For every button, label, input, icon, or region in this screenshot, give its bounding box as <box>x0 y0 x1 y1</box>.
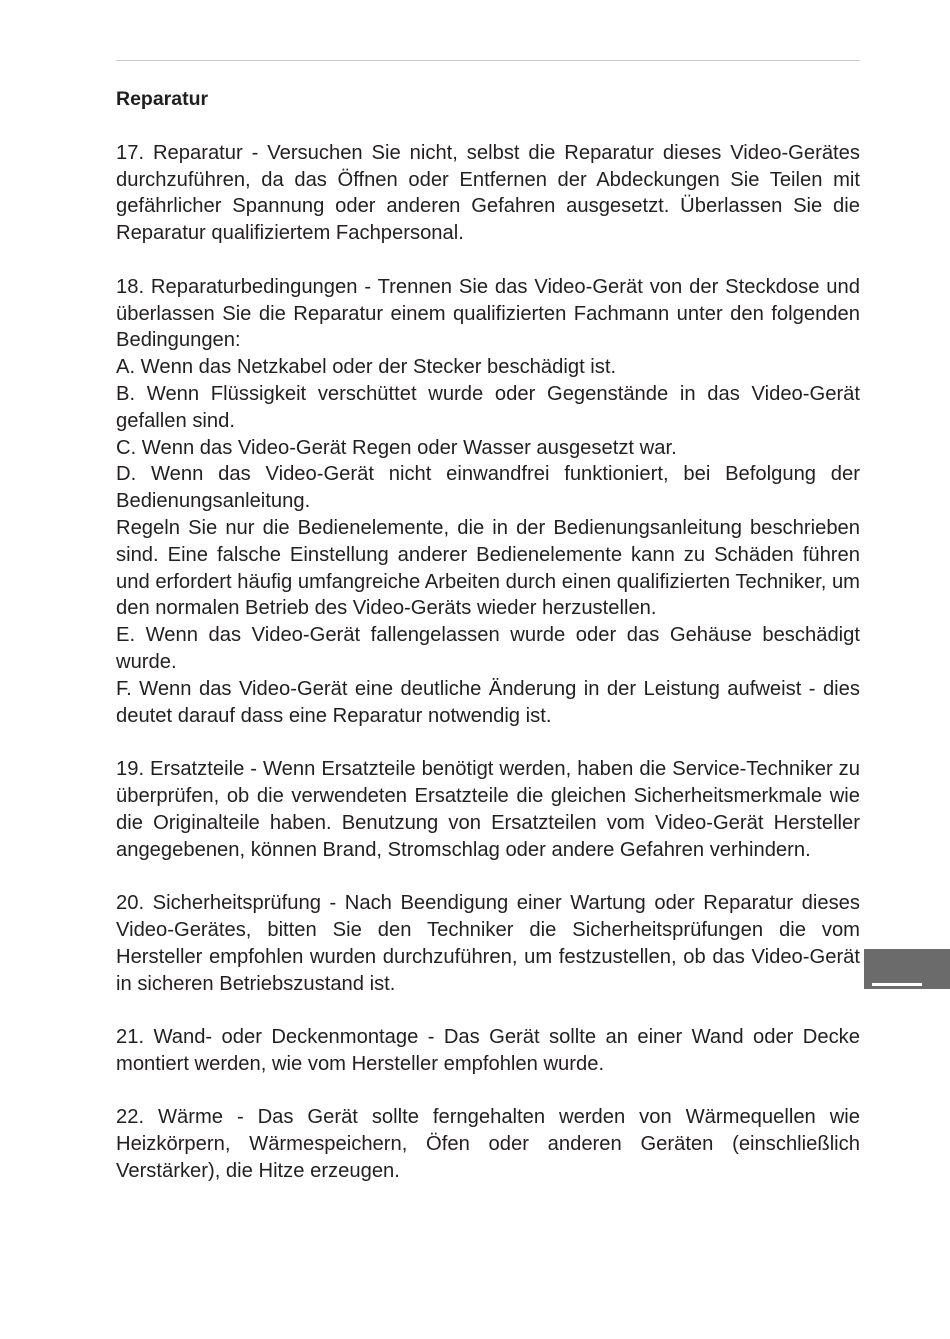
item-18-condition-b: B. Wenn Flüssigkeit verschüttet wurde oder Gegenstände in das Video-Gerät gefallen sind. <box>116 382 860 432</box>
item-21-text: 21. Wand- oder Deckenmontage - Das Gerät sollte an einer Wand oder Decke montiert werden, wie vom Hersteller empfohlen wurde. <box>116 1026 860 1075</box>
item-18-condition-a: A. Wenn das Netzkabel oder der Stecker beschädigt ist. <box>116 356 617 379</box>
item-17-text: 17. Reparatur - Versuchen Sie nicht, selbst die Reparatur dieses Video-Gerätes durchzuführen, da das Öffnen oder Entfernen der Abdeckungen Sie Teilen mit gefährlicher Spannung oder anderen Gefahren ausgesetzt. Überlassen Sie die Reparatur qualifiziertem Fachpersonal. <box>116 141 860 245</box>
item-19-spare-parts <box>116 756 860 863</box>
item-21-mounting <box>116 1024 860 1078</box>
item-18-condition-d: D. Wenn das Video-Gerät nicht einwandfrei funktioniert, bei Befolgung der Bedienungsanleitung. <box>116 463 860 513</box>
section-heading: Reparatur <box>116 88 209 110</box>
item-18-condition-e: E. Wenn das Video-Gerät fallengelassen wurde oder das Gehäuse beschädigt wurde. <box>116 624 860 673</box>
item-17-repair <box>116 140 860 247</box>
item-18-repair-conditions <box>116 274 860 730</box>
item-19-text: 19. Ersatzteile - Wenn Ersatzteile benötigt werden, haben die Service-Techniker zu überprüfen, ob die verwendeten Ersatzteile die gleichen Sicherheitsmerkmale wie die Originalteile haben. Benutzung von Ersatzteilen vom Video-Gerät Hersteller angegebenen, können Brand, Stromschlag oder andere Gefahren verhindern. <box>116 758 860 861</box>
item-22-text: 22. Wärme - Das Gerät sollte ferngehalten werden von Wärmequellen wie Heizkörpern, Wärmespeichern, Öfen oder anderen Geräten (einschließlich Verstärker), die Hitze erzeugen. <box>116 1106 860 1183</box>
chapter-tab-marker <box>864 949 950 989</box>
item-18-condition-f: F. Wenn das Video-Gerät eine deutliche Änderung in der Leistung aufweist - dies deutet darauf dass eine Reparatur notwendig ist. <box>116 677 860 727</box>
chapter-tab-line <box>872 983 922 986</box>
document-body <box>116 86 860 1212</box>
item-18-intro: 18. Reparaturbedingungen - Trennen Sie das Video-Gerät von der Steckdose und überlassen Sie die Reparatur einem qualifizierten Fachmann unter den folgenden Bedingungen: <box>116 275 860 352</box>
top-divider <box>116 60 860 61</box>
item-20-safety-check <box>116 890 860 997</box>
item-22-heat <box>116 1104 860 1184</box>
item-20-text: 20. Sicherheitsprüfung - Nach Beendigung einer Wartung oder Reparatur dieses Video-Gerätes, bitten Sie den Techniker die Sicherheitsprüfungen die vom Hersteller empfohlen wurden durchzuführen, um festzustellen, ob das Video-Gerät in sicheren Betriebszustand ist. <box>116 892 860 995</box>
item-18-condition-d-note: Regeln Sie nur die Bedienelemente, die in der Bedienungsanleitung beschrieben sind. Eine falsche Einstellung anderer Bedienelemente kann zu Schäden führen und erfordert häufig umfangreiche Arbeiten durch einen qualifizierten Techniker, um den normalen Betrieb des Video-Geräts wieder herzustellen. <box>116 516 860 620</box>
item-18-condition-c: C. Wenn das Video-Gerät Regen oder Wasser ausgesetzt war. <box>116 436 677 459</box>
